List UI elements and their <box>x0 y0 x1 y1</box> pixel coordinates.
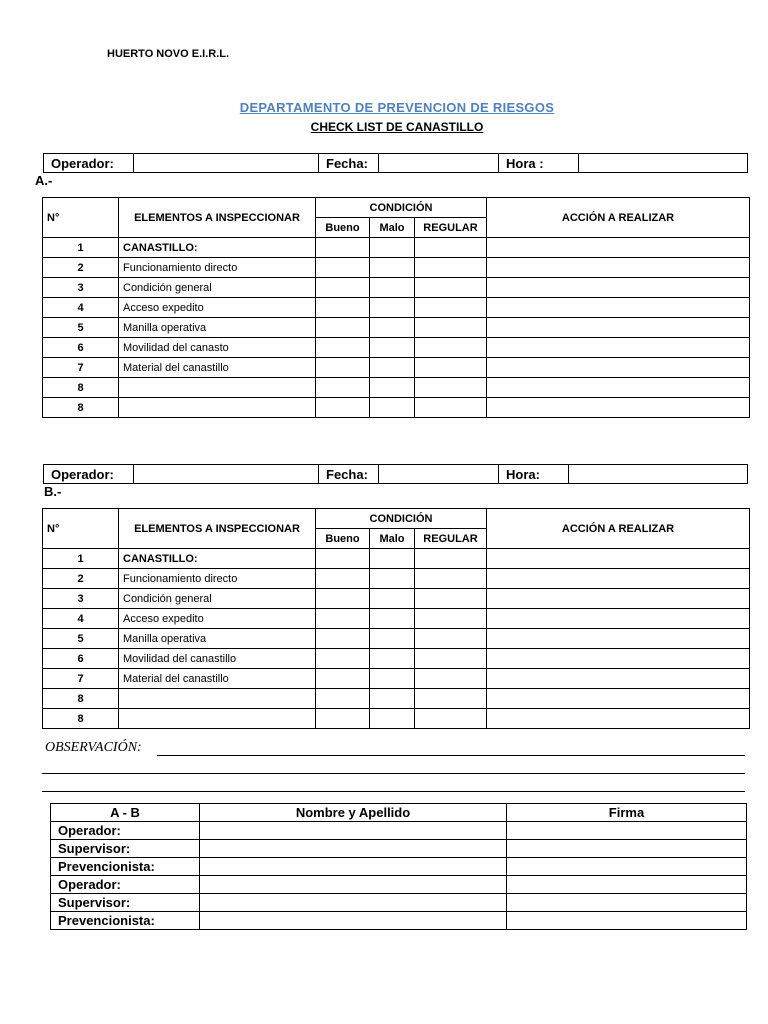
nombre-cell[interactable] <box>200 876 507 894</box>
malo-cell[interactable] <box>370 589 415 609</box>
row-item: Manilla operativa <box>119 629 316 649</box>
observacion-line[interactable] <box>42 791 745 792</box>
accion-cell[interactable] <box>487 298 750 318</box>
malo-cell[interactable] <box>370 629 415 649</box>
col-malo-header: Malo <box>370 218 415 238</box>
table-row <box>43 298 750 318</box>
role-label: Supervisor: <box>51 840 200 858</box>
table-row <box>51 840 747 858</box>
operador-input[interactable] <box>134 154 319 173</box>
row-number: 4 <box>43 298 119 318</box>
firma-cell[interactable] <box>507 840 747 858</box>
row-item: CANASTILLO: <box>119 549 316 569</box>
company-name: HUERTO NOVO E.I.R.L. <box>107 48 230 60</box>
section-b-label: B.- <box>44 484 62 499</box>
malo-cell[interactable] <box>370 318 415 338</box>
table-row <box>43 649 750 669</box>
malo-cell[interactable] <box>370 258 415 278</box>
table-row <box>51 894 747 912</box>
regular-cell[interactable] <box>415 378 487 398</box>
bueno-cell[interactable] <box>316 569 370 589</box>
table-row <box>43 378 750 398</box>
role-label: Prevencionista: <box>51 912 200 930</box>
regular-cell[interactable] <box>415 338 487 358</box>
header-fields-b <box>43 464 748 484</box>
table-row <box>51 858 747 876</box>
accion-cell[interactable] <box>487 609 750 629</box>
regular-cell[interactable] <box>415 398 487 418</box>
bueno-cell[interactable] <box>316 709 370 729</box>
malo-cell[interactable] <box>370 238 415 258</box>
nombre-cell[interactable] <box>200 894 507 912</box>
row-item: Funcionamiento directo <box>119 569 316 589</box>
regular-cell[interactable] <box>415 258 487 278</box>
role-label: Operador: <box>51 876 200 894</box>
table-row <box>43 358 750 378</box>
accion-cell[interactable] <box>487 278 750 298</box>
nombre-cell[interactable] <box>200 822 507 840</box>
regular-cell[interactable] <box>415 238 487 258</box>
row-number: 2 <box>43 569 119 589</box>
accion-cell[interactable] <box>487 358 750 378</box>
firma-cell[interactable] <box>507 858 747 876</box>
fecha-label: Fecha: <box>319 154 379 173</box>
col-bueno-header: Bueno <box>316 218 370 238</box>
bueno-cell[interactable] <box>316 378 370 398</box>
malo-cell[interactable] <box>370 549 415 569</box>
row-number: 7 <box>43 669 119 689</box>
accion-cell[interactable] <box>487 709 750 729</box>
col-ab-header: A - B <box>51 804 200 822</box>
col-regular-header: REGULAR <box>415 218 487 238</box>
table-row <box>43 278 750 298</box>
malo-cell[interactable] <box>370 669 415 689</box>
regular-cell[interactable] <box>415 689 487 709</box>
malo-cell[interactable] <box>370 278 415 298</box>
col-accion-header: ACCIÓN A REALIZAR <box>487 509 750 549</box>
malo-cell[interactable] <box>370 358 415 378</box>
bueno-cell[interactable] <box>316 589 370 609</box>
role-label: Operador: <box>51 822 200 840</box>
table-row <box>43 238 750 258</box>
table-row <box>43 689 750 709</box>
nombre-cell[interactable] <box>200 912 507 930</box>
hora-input[interactable] <box>579 154 748 173</box>
table-row <box>43 709 750 729</box>
bueno-cell[interactable] <box>316 238 370 258</box>
accion-cell[interactable] <box>487 238 750 258</box>
regular-cell[interactable] <box>415 278 487 298</box>
row-item: CANASTILLO: <box>119 238 316 258</box>
row-item[interactable] <box>119 689 316 709</box>
malo-cell[interactable] <box>370 569 415 589</box>
department-title: DEPARTAMENTO DE PREVENCION DE RIESGOS <box>239 100 555 115</box>
fecha-label: Fecha: <box>319 465 379 484</box>
table-row <box>43 549 750 569</box>
observacion-line[interactable] <box>157 755 745 756</box>
malo-cell[interactable] <box>370 398 415 418</box>
row-item: Material del canastillo <box>119 358 316 378</box>
col-elementos-header: ELEMENTOS A INSPECCIONAR <box>119 509 316 549</box>
bueno-cell[interactable] <box>316 318 370 338</box>
fecha-input[interactable] <box>379 465 499 484</box>
observacion-label: OBSERVACIÓN: <box>45 740 142 755</box>
table-row <box>43 338 750 358</box>
accion-cell[interactable] <box>487 629 750 649</box>
accion-cell[interactable] <box>487 689 750 709</box>
regular-cell[interactable] <box>415 569 487 589</box>
row-number: 5 <box>43 629 119 649</box>
col-condicion-header: CONDICIÓN <box>316 509 487 529</box>
row-item: Funcionamiento directo <box>119 258 316 278</box>
row-number: 1 <box>43 238 119 258</box>
bueno-cell[interactable] <box>316 338 370 358</box>
col-nombre-header: Nombre y Apellido <box>200 804 507 822</box>
table-row <box>51 876 747 894</box>
row-number: 8 <box>43 398 119 418</box>
bueno-cell[interactable] <box>316 278 370 298</box>
nombre-cell[interactable] <box>200 840 507 858</box>
bueno-cell[interactable] <box>316 358 370 378</box>
row-number: 8 <box>43 378 119 398</box>
table-row <box>43 398 750 418</box>
row-number: 8 <box>43 709 119 729</box>
regular-cell[interactable] <box>415 629 487 649</box>
row-item[interactable] <box>119 378 316 398</box>
row-number: 1 <box>43 549 119 569</box>
regular-cell[interactable] <box>415 358 487 378</box>
row-item: Material del canastillo <box>119 669 316 689</box>
checklist-table-a <box>42 197 750 418</box>
malo-cell[interactable] <box>370 649 415 669</box>
regular-cell[interactable] <box>415 589 487 609</box>
col-num-header: N° <box>43 198 119 238</box>
table-row <box>51 822 747 840</box>
malo-cell[interactable] <box>370 609 415 629</box>
table-row <box>43 669 750 689</box>
regular-cell[interactable] <box>415 549 487 569</box>
table-row <box>43 318 750 338</box>
bueno-cell[interactable] <box>316 629 370 649</box>
row-number: 6 <box>43 649 119 669</box>
col-condicion-header: CONDICIÓN <box>316 198 487 218</box>
operador-label: Operador: <box>44 465 134 484</box>
row-item: Condición general <box>119 589 316 609</box>
bueno-cell[interactable] <box>316 689 370 709</box>
regular-cell[interactable] <box>415 649 487 669</box>
regular-cell[interactable] <box>415 669 487 689</box>
accion-cell[interactable] <box>487 398 750 418</box>
malo-cell[interactable] <box>370 298 415 318</box>
signature-table <box>50 803 747 930</box>
row-number: 8 <box>43 689 119 709</box>
firma-cell[interactable] <box>507 894 747 912</box>
role-label: Prevencionista: <box>51 858 200 876</box>
malo-cell[interactable] <box>370 689 415 709</box>
header-fields-a <box>43 153 748 173</box>
operador-label: Operador: <box>44 154 134 173</box>
accion-cell[interactable] <box>487 589 750 609</box>
checklist-table-b <box>42 508 750 729</box>
accion-cell[interactable] <box>487 338 750 358</box>
table-row <box>43 258 750 278</box>
document-subtitle: CHECK LIST DE CANASTILLO <box>310 120 484 134</box>
hora-label: Hora : <box>499 154 579 173</box>
section-a-label: A.- <box>35 173 53 188</box>
hora-input[interactable] <box>569 465 748 484</box>
accion-cell[interactable] <box>487 669 750 689</box>
table-row <box>51 912 747 930</box>
firma-cell[interactable] <box>507 912 747 930</box>
accion-cell[interactable] <box>487 549 750 569</box>
row-item[interactable] <box>119 709 316 729</box>
accion-cell[interactable] <box>487 378 750 398</box>
firma-cell[interactable] <box>507 822 747 840</box>
row-item: Acceso expedito <box>119 298 316 318</box>
row-item: Movilidad del canasto <box>119 338 316 358</box>
row-item: Acceso expedito <box>119 609 316 629</box>
accion-cell[interactable] <box>487 649 750 669</box>
table-row <box>43 609 750 629</box>
firma-cell[interactable] <box>507 876 747 894</box>
col-bueno-header: Bueno <box>316 529 370 549</box>
regular-cell[interactable] <box>415 709 487 729</box>
accion-cell[interactable] <box>487 569 750 589</box>
role-label: Supervisor: <box>51 894 200 912</box>
operador-input[interactable] <box>134 465 319 484</box>
regular-cell[interactable] <box>415 609 487 629</box>
row-number: 6 <box>43 338 119 358</box>
table-row <box>43 629 750 649</box>
malo-cell[interactable] <box>370 709 415 729</box>
row-number: 3 <box>43 589 119 609</box>
accion-cell[interactable] <box>487 318 750 338</box>
row-item[interactable] <box>119 398 316 418</box>
col-malo-header: Malo <box>370 529 415 549</box>
row-item: Movilidad del canastillo <box>119 649 316 669</box>
bueno-cell[interactable] <box>316 649 370 669</box>
fecha-input[interactable] <box>379 154 499 173</box>
hora-label: Hora: <box>499 465 569 484</box>
row-number: 5 <box>43 318 119 338</box>
row-number: 2 <box>43 258 119 278</box>
bueno-cell[interactable] <box>316 669 370 689</box>
nombre-cell[interactable] <box>200 858 507 876</box>
row-item: Condición general <box>119 278 316 298</box>
table-row <box>43 569 750 589</box>
row-number: 3 <box>43 278 119 298</box>
bueno-cell[interactable] <box>316 549 370 569</box>
col-firma-header: Firma <box>507 804 747 822</box>
observacion-line[interactable] <box>42 773 745 774</box>
col-num-header: N° <box>43 509 119 549</box>
bueno-cell[interactable] <box>316 258 370 278</box>
regular-cell[interactable] <box>415 318 487 338</box>
row-number: 7 <box>43 358 119 378</box>
col-elementos-header: ELEMENTOS A INSPECCIONAR <box>119 198 316 238</box>
bueno-cell[interactable] <box>316 609 370 629</box>
row-number: 4 <box>43 609 119 629</box>
malo-cell[interactable] <box>370 378 415 398</box>
row-item: Manilla operativa <box>119 318 316 338</box>
malo-cell[interactable] <box>370 338 415 358</box>
accion-cell[interactable] <box>487 258 750 278</box>
col-regular-header: REGULAR <box>415 529 487 549</box>
table-row <box>43 589 750 609</box>
regular-cell[interactable] <box>415 298 487 318</box>
bueno-cell[interactable] <box>316 298 370 318</box>
bueno-cell[interactable] <box>316 398 370 418</box>
col-accion-header: ACCIÓN A REALIZAR <box>487 198 750 238</box>
